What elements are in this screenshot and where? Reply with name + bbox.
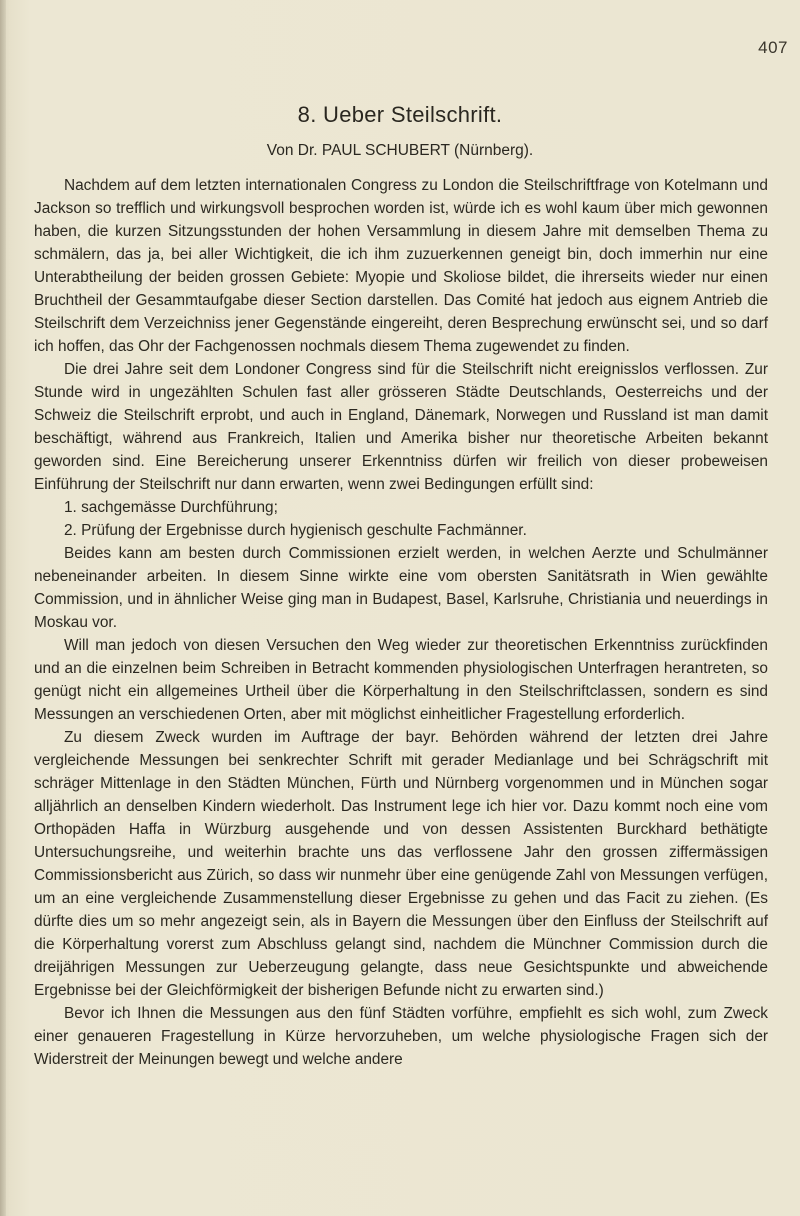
article-title: 8. Ueber Steilschrift. [297,102,503,127]
paragraph: Will man jedoch von diesen Versuchen den Weg wieder zur theoretischen Erkenntniss zurückfinden und an die einzelnen beim Schreiben in Betracht kommenden physiologischen Unterfragen herantreten, so genügt nicht ein allgemeines Urtheil über die Körperhaltung in den Steilschriftclassen, sondern es sind Messungen an verschiedenen Orten, aber mit möglichst einheitlicher Fragestellung erforderlich. [34,637,768,723]
page-number: 407 [758,38,788,57]
article-byline: Von Dr. PAUL SCHUBERT (Nürnberg). [266,142,534,159]
list-item: 1. sachgemässe Durchführung; [64,499,278,516]
paragraph: Bevor ich Ihnen die Messungen aus den fünf Städten vorführe, empfiehlt es sich wohl, zum Zweck einer genaueren Fragestellung in Kürze hervorzuheben, um welche physiologische Fragen sich der Widerstreit der Meinungen bewegt und welche andere [34,1005,768,1068]
list-item: 2. Prüfung der Ergebnisse durch hygienisch geschulte Fachmänner. [64,522,527,539]
paragraph: Die drei Jahre seit dem Londoner Congress sind für die Steilschrift nicht ereignisslos verflossen. Zur Stunde wird in ungezählten Schulen fast aller grösseren Städte Deutschlands, Oesterreichs und der Schweiz die Steilschrift erprobt, und auch in England, Dänemark, Norwegen und Russland ist man damit beschäftigt, während aus Frankreich, Italien und Amerika bisher nur theoretische Arbeiten bekannt geworden sind. Eine Bereicherung unserer Erkenntniss dürfen wir freilich von dieser probeweisen Einführung der Steilschrift nur dann erwarten, wenn zwei Bedingungen erfüllt sind: [34,361,768,493]
paragraph: Nachdem auf dem letzten internationalen Congress zu London die Steilschriftfrage von Kotelmann und Jackson so trefflich und wirkungsvoll besprochen worden ist, würde ich es wohl kaum über mich gewonnen haben, die kurzen Sitzungsstunden der hohen Versammlung in diesem Jahre mit demselben Thema zu schmälern, das ja, bei aller Wichtigkeit, die ich ihm zuzuerkennen geneigt bin, doch immerhin nur eine Unterabtheilung der beiden grossen Gebiete: Myopie und Skoliose bildet, die ihrerseits wieder nur einen Bruchtheil der Gesammtaufgabe dieser Section darstellen. Das Comité hat jedoch aus eignem Antrieb die Steilschrift dem Verzeichniss jener Gegenstände eingereiht, deren Besprechung erwünscht sei, und so darf ich hoffen, das Ohr der Fachgenossen nochmals diesem Thema zugewendet zu finden. [34,177,768,355]
page-spine-shadow [0,0,6,1216]
paragraph: Zu diesem Zweck wurden im Auftrage der bayr. Behörden während der letzten drei Jahre vergleichende Messungen bei senkrechter Schrift mit gerader Medianlage und bei Schrägschrift mit schräger Mittenlage in den Städten München, Fürth und Nürnberg vorgenommen und in München sogar alljährlich an denselben Kindern wiederholt. Das Instrument lege ich hier vor. Dazu kommt noch eine vom Orthopäden Haffa in Würzburg ausgehende und von dessen Assistenten Burckhard bethätigte Untersuchungsreihe, und weiterhin brachte uns das verflossene Jahr den grossen ziffermässigen Commissionsbericht aus Zürich, so dass wir nunmehr über eine genügende Zahl von Messungen verfügen, um an eine vergleichende Zusammenstellung dieser Ergebnisse zu gehen und das Facit zu ziehen. (Es dürfte dies um so mehr angezeigt sein, als in Bayern die Messungen über den Einfluss der Steilschrift auf die Körperhaltung vorerst zum Abschluss gelangt sind, nachdem die Münchner Commission durch die dreijährigen Messungen zur Ueberzeugung gelangte, dass neue Gesichtspunkte und abweichende Ergebnisse bei der Gleichförmigkeit der bisherigen Befunde nicht zu erwarten sind.) [34,729,768,999]
paragraph: Beides kann am besten durch Commissionen erzielt werden, in welchen Aerzte und Schulmänner nebeneinander arbeiten. In diesem Sinne wirkte eine vom obersten Sanitätsrath in Wien gewählte Commission, und in ähnlicher Weise ging man in Budapest, Basel, Karlsruhe, Christiania und neuerdings in Moskau vor. [34,545,768,631]
article-body [34,174,768,1071]
